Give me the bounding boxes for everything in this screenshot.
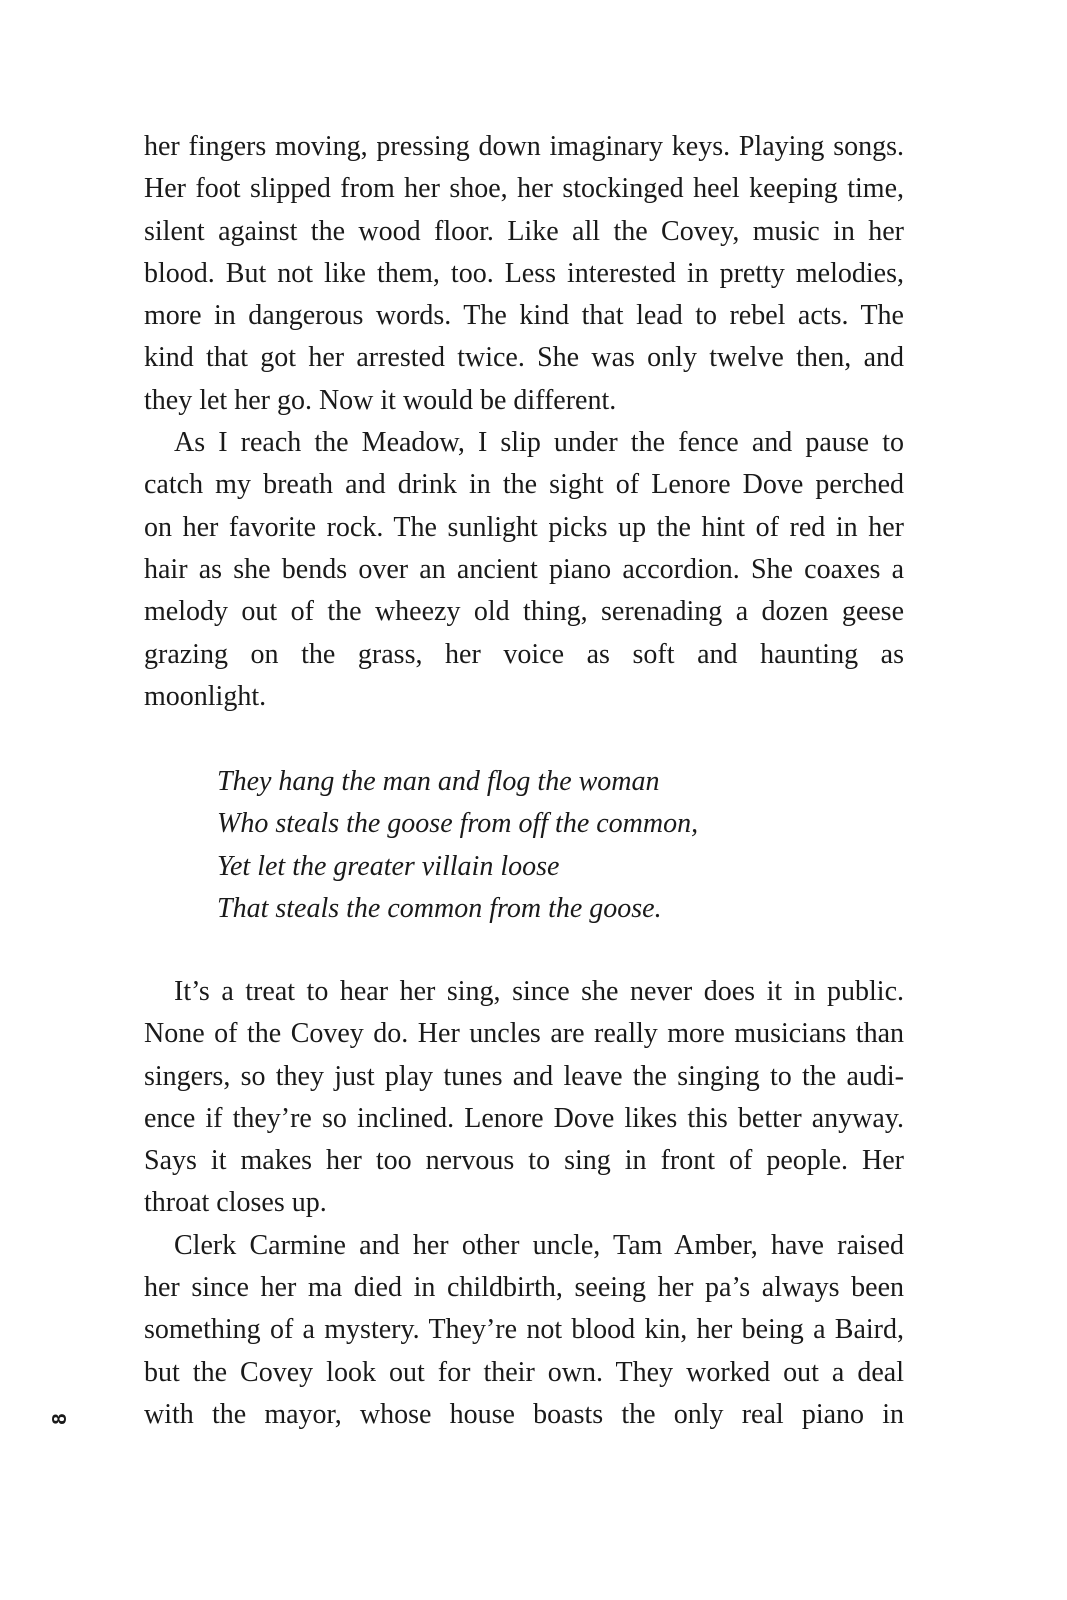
text-block-bottom: [144, 971, 904, 1436]
poem-line: Yet let the greater villain loose: [217, 850, 560, 882]
text-line: grazing on the grass, her voice as soft and haunting as: [144, 638, 904, 670]
text-line: catch my breath and drink in the sight of Lenore Dove perched: [144, 469, 904, 501]
text-line: her since her ma died in childbirth, seeing her pa’s always been: [144, 1272, 904, 1304]
page-number: 8: [49, 1413, 71, 1425]
text-line: melody out of the wheezy old thing, serenading a dozen geese: [144, 596, 904, 628]
paragraph-4: [144, 1225, 904, 1436]
text-line: her fingers moving, pressing down imaginary keys. Playing songs.: [144, 131, 904, 162]
text-line: Her foot slipped from her shoe, her stockinged heel keeping time,: [144, 173, 904, 205]
text-line: silent against the wood floor. Like all the Covey, music in her: [144, 215, 904, 247]
poem-line: They hang the man and flog the woman: [217, 766, 660, 797]
text-line: hair as she bends over an ancient piano accordion. She coaxes a: [144, 553, 904, 585]
poem-line: Who steals the goose from off the common,: [217, 808, 699, 840]
paragraph-2: [144, 422, 904, 718]
text-line: As I reach the Meadow, I slip under the fence and pause to: [174, 427, 904, 459]
text-line: with the mayor, whose house boasts the only real piano in: [144, 1398, 904, 1430]
text-line: they let her go. Now it would be different.: [144, 384, 617, 416]
text-line: ence if they’re so inclined. Lenore Dove likes this better anyway.: [144, 1102, 904, 1134]
text-line: singers, so they just play tunes and leave the singing to the audi-: [144, 1060, 904, 1092]
paragraph-1: [144, 126, 904, 422]
poem-line: That steals the common from the goose.: [217, 892, 662, 924]
text-line: throat closes up.: [144, 1187, 327, 1219]
paragraph-3: [144, 971, 904, 1225]
text-line: Clerk Carmine and her other uncle, Tam Amber, have raised: [174, 1229, 904, 1261]
text-line: on her favorite rock. The sunlight picks up the hint of red in her: [144, 511, 904, 543]
poem-stanza: [217, 761, 777, 930]
text-line: more in dangerous words. The kind that lead to rebel acts. The: [144, 300, 904, 332]
text-line: None of the Covey do. Her uncles are really more musicians than: [144, 1018, 904, 1050]
text-line: but the Covey look out for their own. They worked out a deal: [144, 1356, 904, 1388]
text-line: kind that got her arrested twice. She was only twelve then, and: [144, 342, 904, 374]
text-line: It’s a treat to hear her sing, since she never does it in public.: [174, 976, 904, 1007]
text-line: something of a mystery. They’re not blood kin, her being a Baird,: [144, 1314, 904, 1346]
text-line: blood. But not like them, too. Less interested in pretty melodies,: [144, 257, 904, 289]
text-line: Says it makes her too nervous to sing in front of people. Her: [144, 1145, 904, 1177]
text-line: moonlight.: [144, 680, 267, 712]
text-block-top: [144, 126, 904, 718]
